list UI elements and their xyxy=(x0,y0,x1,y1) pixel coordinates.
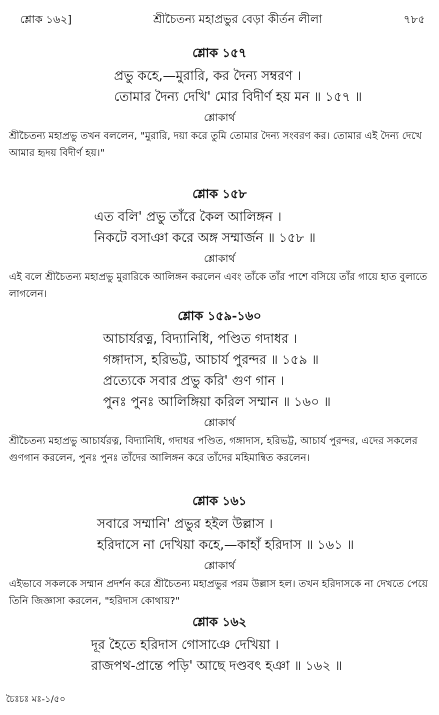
verse-text xyxy=(0,514,439,556)
signature-mark: চৈঃচঃ মঃ-১/৫০ xyxy=(6,695,66,705)
running-header xyxy=(20,9,425,31)
verse-text xyxy=(0,66,439,108)
verse-title: শ্লোক ১৬২ xyxy=(192,614,247,629)
translation-title: শ্লোকার্থ xyxy=(203,560,236,572)
translation-text: শ্রীচৈতন্য মহাপ্রভু আচার্যরত্ন, বিদ্যানিধি, গদাধর পণ্ডিত, গঙ্গাদাস, হরিভট্ট, আচার্য পুরন্দর, এদের সকলের গুণগান করলেন, পুনঃ পুনঃ তাঁদের আলিঙ্গন করে তাঁদের মহিমান্বিত করলেন। xyxy=(9,436,418,464)
header-verse-ref: শ্লোক ১৬২] xyxy=(20,12,72,26)
verse-line: হরিদাসে না দেখিয়া কহে,—কাহাঁ হরিদাস ॥ ১৬১ ॥ xyxy=(97,538,355,553)
translation-title: শ্লোকার্থ xyxy=(203,253,236,265)
verse-text xyxy=(0,207,439,249)
verse-line: তোমার দৈন্য দেখি' মোর বিদীর্ণ হয় মন ॥ ১৫৭ ॥ xyxy=(114,90,362,105)
verse-text xyxy=(0,635,439,677)
verse-line: রাজপথ-প্রান্তে পড়ি' আছে দণ্ডবৎ হঞা ॥ ১৬২ ॥ xyxy=(91,659,343,674)
verse-line: প্রত্যেকে সবার প্রভু করি' গুণ গান । xyxy=(103,374,285,389)
verse-section-161 xyxy=(0,493,439,610)
verse-section-159-160 xyxy=(0,308,439,467)
translation-text: এই বলে শ্রীচৈতন্য মহাপ্রভু মুরারিকে আলিঙ্গন করলেন এবং তাঁকে তাঁর পাশে বসিয়ে তাঁর গায়ে হাত বুলাতে লাগলেন। xyxy=(9,272,428,300)
verse-line: প্রভু কহে,—মুরারি, কর দৈন্য সম্বরণ । xyxy=(114,69,302,84)
verse-section-157 xyxy=(0,45,439,162)
verse-line: পুনঃ পুনঃ আলিঙ্গিয়া করিল সম্মান ॥ ১৬০ ॥ xyxy=(103,395,331,410)
verse-title: শ্লোক ১৫৯-১৬০ xyxy=(177,308,262,323)
verse-line: সবারে সম্মানি' প্রভুর হইল উল্লাস । xyxy=(97,517,273,532)
verse-section-158 xyxy=(0,186,439,303)
verse-line: নিকটে বসাঞা করে অঙ্গ সম্মার্জন ॥ ১৫৮ ॥ xyxy=(94,231,316,246)
translation-title: শ্লোকার্থ xyxy=(203,417,236,429)
verse-text xyxy=(0,329,439,413)
translation-title: শ্লোকার্থ xyxy=(203,112,236,124)
page-number: ৭৮৫ xyxy=(403,12,425,26)
verse-line: এত বলি' প্রভু তাঁরে কৈল আলিঙ্গন । xyxy=(94,210,282,225)
verse-line: দূর হৈতে হরিদাস গোসাঞে দেখিয়া । xyxy=(91,638,279,653)
verse-title: শ্লোক ১৫৭ xyxy=(192,45,247,60)
translation-text: এইভাবে সকলকে সম্মান প্রদর্শন করে শ্রীচৈতন্য মহাপ্রভুর পরম উল্লাস হল। তখন হরিদাসকে না দেখতে পেয়ে তিনি জিজ্ঞাসা করলেন, "হরিদাস কোথায়?" xyxy=(9,579,428,607)
verse-section-162 xyxy=(0,614,439,677)
verse-line: আচার্যরত্ন, বিদ্যানিধি, পণ্ডিত গদাধর । xyxy=(103,332,298,347)
verse-title: শ্লোক ১৫৮ xyxy=(192,186,247,201)
header-chapter-title: শ্রীচৈতন্য মহাপ্রভুর বেড়া কীর্তন লীলা xyxy=(153,11,323,26)
verse-line: গঙ্গাদাস, হরিভট্ট, আচার্য পুরন্দর ॥ ১৫৯ ॥ xyxy=(103,353,319,368)
verse-title: শ্লোক ১৬১ xyxy=(192,493,247,508)
translation-text: শ্রীচৈতন্য মহাপ্রভু তখন বললেন, "মুরারি, দয়া করে তুমি তোমার দৈন্য সংবরণ কর। তোমার এই দৈন্য দেখে আমার হৃদয় বিদীর্ণ হয়।" xyxy=(9,131,422,159)
